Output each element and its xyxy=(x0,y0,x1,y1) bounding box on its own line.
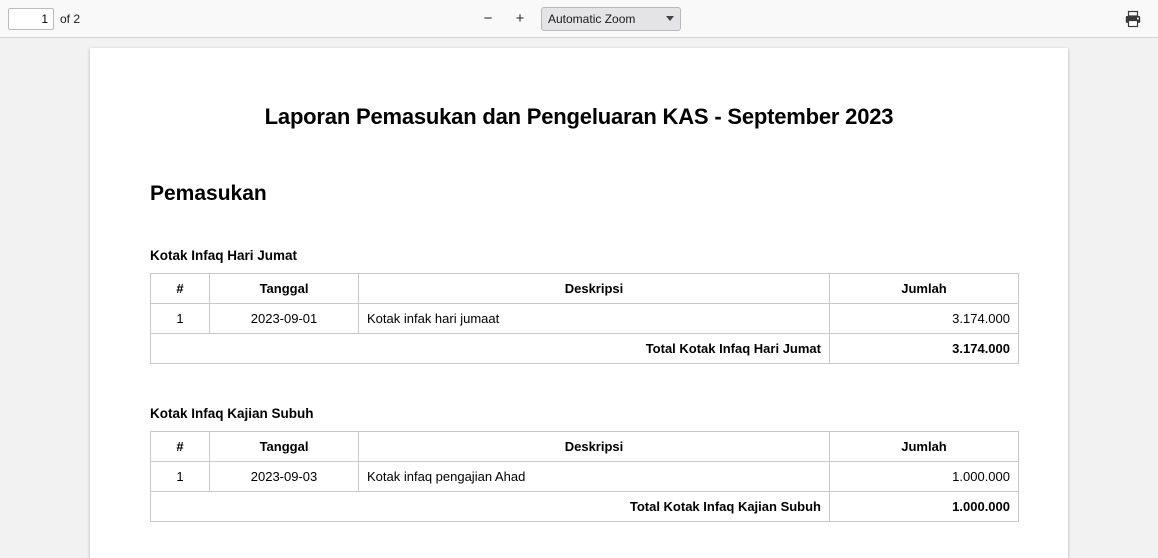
chevron-down-icon xyxy=(666,16,674,21)
page-total-label: of 2 xyxy=(60,11,81,26)
column-header-number: # xyxy=(151,274,210,304)
zoom-controls xyxy=(477,7,681,31)
table-header-row xyxy=(151,432,1019,462)
page-number-input[interactable] xyxy=(8,8,54,30)
table-total-row xyxy=(151,334,1019,364)
zoom-select[interactable] xyxy=(541,7,681,31)
pdf-page-1 xyxy=(90,48,1068,558)
table-caption-2: Kotak Infaq Kajian Subuh xyxy=(150,406,314,421)
cell-date: 2023-09-03 xyxy=(210,462,359,492)
column-header-amount: Jumlah xyxy=(830,274,1019,304)
pdf-viewer-area[interactable] xyxy=(0,38,1158,558)
cell-number: 1 xyxy=(151,462,210,492)
cell-description: Kotak infaq pengajian Ahad xyxy=(359,462,830,492)
zoom-in-button[interactable]: + xyxy=(509,8,531,30)
table-kotak-infaq-kajian-subuh xyxy=(150,431,1019,522)
table-kotak-infaq-hari-jumat xyxy=(150,273,1019,364)
section-heading-pemasukan: Pemasukan xyxy=(150,182,267,205)
zoom-select-value: Automatic Zoom xyxy=(548,11,636,26)
column-header-number: # xyxy=(151,432,210,462)
table-row xyxy=(151,304,1019,334)
total-label: Total Kotak Infaq Hari Jumat xyxy=(151,334,830,364)
toolbar-right-group xyxy=(1124,10,1150,28)
printer-icon[interactable] xyxy=(1124,10,1142,28)
column-header-amount: Jumlah xyxy=(830,432,1019,462)
column-header-date: Tanggal xyxy=(210,432,359,462)
column-header-date: Tanggal xyxy=(210,274,359,304)
document-title: Laporan Pemasukan dan Pengeluaran KAS - September 2023 xyxy=(264,104,894,129)
total-label: Total Kotak Infaq Kajian Subuh xyxy=(151,492,830,522)
total-amount: 3.174.000 xyxy=(830,334,1019,364)
pdf-toolbar xyxy=(0,0,1158,38)
zoom-out-button[interactable]: − xyxy=(477,8,499,30)
column-header-description: Deskripsi xyxy=(359,432,830,462)
cell-amount: 1.000.000 xyxy=(830,462,1019,492)
total-amount: 1.000.000 xyxy=(830,492,1019,522)
column-header-description: Deskripsi xyxy=(359,274,830,304)
cell-number: 1 xyxy=(151,304,210,334)
cell-description: Kotak infak hari jumaat xyxy=(359,304,830,334)
cell-amount: 3.174.000 xyxy=(830,304,1019,334)
table-row xyxy=(151,462,1019,492)
cell-date: 2023-09-01 xyxy=(210,304,359,334)
table-header-row xyxy=(151,274,1019,304)
toolbar-left-group xyxy=(8,8,80,30)
table-total-row xyxy=(151,492,1019,522)
table-caption-1: Kotak Infaq Hari Jumat xyxy=(150,248,298,263)
